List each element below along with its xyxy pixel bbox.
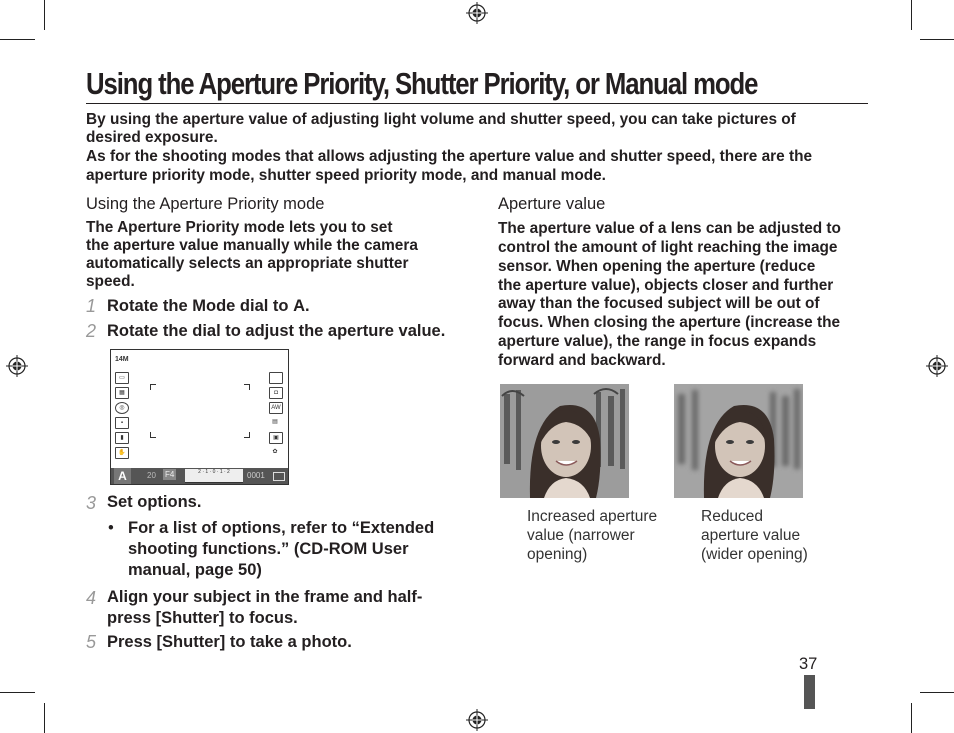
page-tab bbox=[804, 675, 815, 709]
caption-line: Reduced bbox=[701, 508, 764, 525]
page-number: 37 bbox=[799, 655, 818, 673]
registration-mark-icon bbox=[926, 355, 948, 377]
desc-line: the aperture value), objects closer and further bbox=[498, 277, 834, 294]
aperture-value: F4 bbox=[165, 470, 175, 479]
focus-bracket bbox=[244, 384, 250, 390]
crop-mark bbox=[911, 703, 912, 733]
step-4-text-cont: press [Shutter] to focus. bbox=[107, 609, 298, 627]
crop-mark bbox=[0, 692, 35, 693]
crop-mark bbox=[920, 39, 954, 40]
sample-photo-wide-aperture bbox=[674, 384, 803, 498]
macro-icon: ✿ bbox=[272, 449, 278, 455]
step-number: 4 bbox=[86, 588, 97, 608]
desc-line: focus. When closing the aperture (increase the bbox=[498, 314, 841, 331]
step-3-text: Set options. bbox=[107, 493, 202, 511]
focus-bracket bbox=[150, 432, 156, 438]
step-5-text: Press [Shutter] to take a photo. bbox=[107, 633, 352, 651]
focus-bracket bbox=[244, 432, 250, 438]
caption-line: aperture value bbox=[701, 527, 801, 544]
intro-line: By using the aperture value of adjusting light volume and shutter speed, you can take pictures of bbox=[86, 111, 796, 128]
registration-mark-icon bbox=[6, 355, 28, 377]
desc-line: The aperture value of a lens can be adjusted to bbox=[498, 220, 841, 237]
caption-line: value (narrower bbox=[527, 527, 635, 544]
desc-line: the aperture value manually while the camera bbox=[86, 237, 418, 254]
intro-line: desired exposure. bbox=[86, 129, 218, 146]
awb-icon: AW bbox=[269, 402, 283, 414]
step-1-text: Rotate the Mode dial to A. bbox=[107, 297, 310, 315]
flash-icon bbox=[269, 372, 283, 384]
drive-icon: ▮ bbox=[115, 432, 129, 444]
step-number: 3 bbox=[86, 493, 97, 513]
section-heading-aperture-value: Aperture value bbox=[498, 195, 606, 213]
step-number: 5 bbox=[86, 632, 97, 652]
crop-mark bbox=[920, 692, 954, 693]
intro-line: As for the shooting modes that allows adjusting the aperture value and shutter speed, there are the bbox=[86, 148, 813, 165]
intro-line: aperture priority mode, shutter speed priority mode, and manual mode. bbox=[86, 167, 606, 184]
mode-indicator: A bbox=[114, 468, 131, 484]
caption-line: opening) bbox=[527, 546, 588, 563]
desc-line: The Aperture Priority mode lets you to set bbox=[86, 219, 393, 236]
desc-line: forward and backward. bbox=[498, 352, 666, 369]
af-icon: ◘ bbox=[269, 387, 283, 399]
caption-line: Increased aperture bbox=[527, 508, 658, 525]
title-rule bbox=[86, 103, 868, 104]
lcd-status-bar bbox=[111, 468, 288, 484]
step-4-text: Align your subject in the frame and half- bbox=[107, 588, 423, 606]
crop-mark bbox=[44, 703, 45, 733]
section-heading-aperture-priority: Using the Aperture Priority mode bbox=[86, 195, 325, 213]
crop-mark bbox=[911, 0, 912, 30]
shot-counter: 0001 bbox=[247, 471, 265, 480]
desc-line: aperture value), the range in focus expands bbox=[498, 333, 817, 350]
caption-line: (wider opening) bbox=[701, 546, 808, 563]
step-number: 2 bbox=[86, 321, 97, 341]
face-icon: ▤ bbox=[272, 419, 278, 425]
step-number: 1 bbox=[86, 296, 97, 316]
desc-line: away than the focused subject will be out of bbox=[498, 295, 820, 312]
focus-area-icon: ▣ bbox=[269, 432, 283, 444]
sample-photo-narrow-aperture bbox=[500, 384, 629, 498]
bullet-line: For a list of options, refer to “Extended bbox=[128, 519, 435, 537]
hand-icon: ✋ bbox=[115, 447, 129, 459]
page-title: Using the Aperture Priority, Shutter Priority, or Manual mode bbox=[86, 66, 758, 101]
exposure-scale: 2 · 1 · 0 · 1 · 2 bbox=[185, 469, 243, 483]
grid-icon: ▦ bbox=[115, 387, 129, 399]
desc-line: control the amount of light reaching the image bbox=[498, 239, 838, 256]
crop-mark bbox=[44, 0, 45, 30]
shooting-mode-icon: ▭ bbox=[115, 372, 129, 384]
iso-icon: ▪ bbox=[115, 417, 129, 429]
crop-mark bbox=[0, 39, 35, 40]
resolution-indicator: 14M bbox=[115, 356, 129, 363]
shutter-value: 20 bbox=[147, 471, 156, 480]
registration-mark-icon bbox=[466, 2, 488, 24]
battery-icon bbox=[273, 472, 285, 481]
bullet-line: manual, page 50) bbox=[128, 561, 262, 579]
step-2-text: Rotate the dial to adjust the aperture value. bbox=[107, 322, 446, 340]
desc-line: automatically selects an appropriate shutter bbox=[86, 255, 409, 272]
bullet-line: shooting functions.” (CD-ROM User bbox=[128, 540, 409, 558]
registration-mark-icon bbox=[466, 709, 488, 731]
metering-icon: ◎ bbox=[115, 402, 129, 414]
desc-line: speed. bbox=[86, 273, 135, 290]
desc-line: sensor. When opening the aperture (reduce bbox=[498, 258, 816, 275]
bullet: • bbox=[108, 519, 114, 537]
focus-bracket bbox=[150, 384, 156, 390]
camera-lcd-screen bbox=[110, 349, 289, 485]
